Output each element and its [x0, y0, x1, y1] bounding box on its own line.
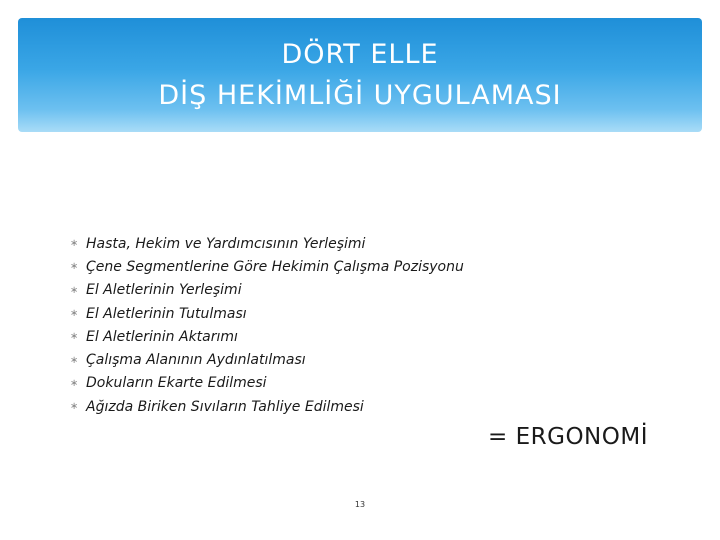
bullet-item	[70, 279, 464, 302]
bullet-item	[70, 255, 464, 278]
bullet-item	[70, 348, 464, 371]
bullet-text: El Aletlerinin Aktarımı	[86, 328, 238, 345]
bullet-text: Çalışma Alanının Aydınlatılması	[86, 352, 306, 369]
bullet-text: Çene Segmentlerine Göre Hekimin Çalışma Pozisyonu	[86, 258, 464, 275]
asterisk-bullet-icon: ∗	[70, 238, 79, 250]
page-number: 13	[354, 500, 366, 509]
asterisk-bullet-icon: ∗	[70, 377, 79, 389]
slide-title	[18, 34, 702, 116]
bullet-item	[70, 325, 464, 348]
bullet-text: Dokuların Ekarte Edilmesi	[86, 375, 267, 392]
conclusion-text: = ERGONOMİ	[488, 424, 648, 450]
title-line-2: DİŞ HEKİMLİĞİ UYGULAMASI	[158, 80, 562, 111]
bullet-text: El Aletlerinin Yerleşimi	[86, 282, 242, 299]
bullet-item	[70, 302, 464, 325]
asterisk-bullet-icon: ∗	[70, 331, 79, 343]
bullet-list	[70, 232, 464, 418]
bullet-item	[70, 372, 464, 395]
bullet-item	[70, 232, 464, 255]
asterisk-bullet-icon: ∗	[70, 401, 79, 413]
bullet-item	[70, 395, 464, 418]
asterisk-bullet-icon: ∗	[70, 261, 79, 273]
bullet-text: Ağızda Biriken Sıvıların Tahliye Edilmesi	[86, 398, 364, 415]
title-line-1: DÖRT ELLE	[281, 39, 439, 70]
bullet-text: Hasta, Hekim ve Yardımcısının Yerleşimi	[86, 235, 366, 252]
asterisk-bullet-icon: ∗	[70, 284, 79, 296]
bullet-text: El Aletlerinin Tutulması	[86, 305, 247, 322]
asterisk-bullet-icon: ∗	[70, 308, 79, 320]
asterisk-bullet-icon: ∗	[70, 354, 79, 366]
